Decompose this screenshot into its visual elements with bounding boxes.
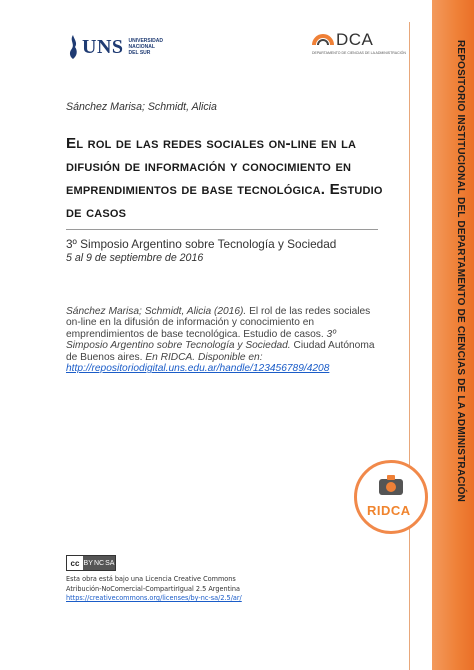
ridca-label: RIDCA <box>367 503 411 518</box>
by-icon: BY <box>83 559 93 567</box>
citation-title: El rol de las redes sociales on-line en la difusión de información y conocimiento en emprendimientos de base tecnológica. Estudio de casos. <box>66 306 371 340</box>
license-text <box>66 574 242 603</box>
dca-logo <box>312 30 406 62</box>
citation-place: Ciudad Autónoma de Buenos aires. <box>66 340 375 363</box>
uns-logo-subtitle: UNIVERSIDAD NACIONAL DEL SUR <box>128 38 163 56</box>
title-divider <box>66 229 378 230</box>
dca-logo-subtitle: DEPARTAMENTO DE CIENCIAS DE LA ADMINISTRACIÓN <box>312 51 406 55</box>
citation-event: 3º Simposio Argentino sobre Tecnología y Sociedad. <box>66 328 336 352</box>
license-line-1: Esta obra está bajo una Licencia Creative Commons <box>66 574 236 583</box>
authors: Sánchez Marisa; Schmidt, Alicia <box>66 101 217 113</box>
citation-link[interactable]: http://repositoriodigital.uns.edu.ar/handle/123456789/4208 <box>66 363 330 375</box>
dca-logo-text: DCA <box>336 30 374 49</box>
cc-license-badge[interactable] <box>66 555 116 571</box>
side-band-text: REPOSITORIO INSTITUCIONAL DEL DEPARTAMENTO DE CIENCIAS DE LA ADMINISTRACIÓN <box>455 40 466 503</box>
ridca-emblem-icon <box>377 475 405 497</box>
uns-logo-text: UNS <box>82 35 124 58</box>
ridca-badge <box>354 460 428 534</box>
document-title: El rol de las redes sociales on-line en la difusión de información y conocimiento en emprendimientos de base tecnológica. Estudio de casos <box>66 135 383 221</box>
event-dates: 5 al 9 de septiembre de 2016 <box>66 252 204 264</box>
license-link[interactable]: https://creativecommons.org/licenses/by-nc-sa/2.5/ar/ <box>66 593 242 603</box>
dca-arc-icon <box>312 32 334 46</box>
uns-logo <box>66 30 163 64</box>
flame-icon <box>66 34 80 60</box>
band-divider-line <box>409 22 410 670</box>
cc-terms-icons <box>83 556 115 570</box>
sa-icon: SA <box>105 559 115 567</box>
license-line-2: Atribución-NoComercial-CompartirIgual 2.5 Argentina <box>66 583 241 593</box>
citation-available: En RIDCA. Disponible en: <box>145 351 263 363</box>
nc-icon: NC <box>93 559 105 567</box>
citation <box>66 306 378 374</box>
event-name: 3º Simposio Argentino sobre Tecnología y Sociedad <box>66 237 337 251</box>
citation-authors: Sánchez Marisa; Schmidt, Alicia (2016). <box>66 306 247 317</box>
cc-icon: cc <box>67 556 83 570</box>
